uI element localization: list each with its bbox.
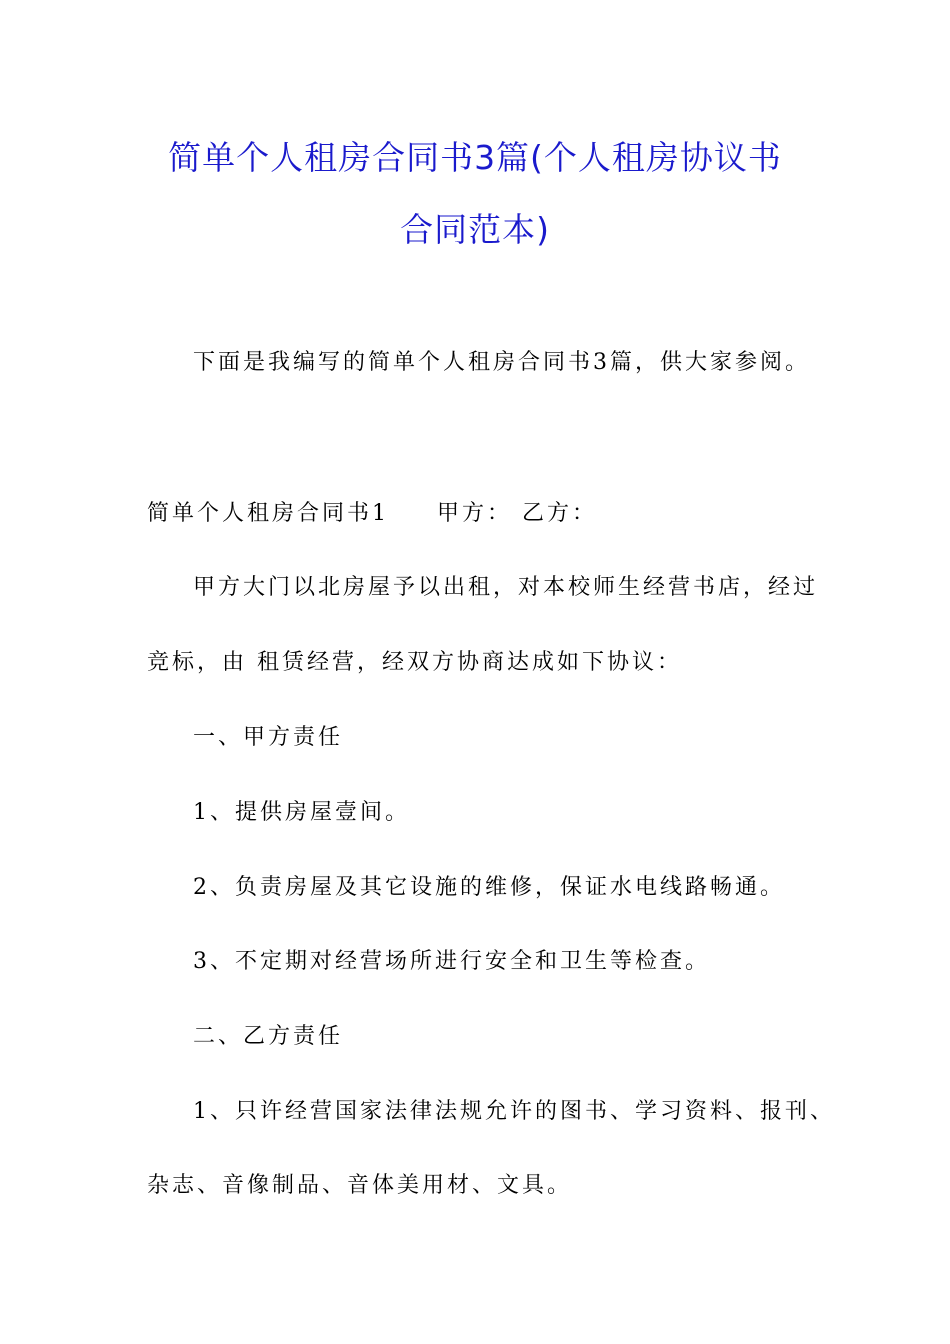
- document-title-line1: 简单个人租房合同书3篇(个人租房协议书: [168, 138, 782, 177]
- paragraph-1-line-1: 甲方大门以北房屋予以出租，对本校师生经营书店，经过: [193, 575, 819, 600]
- section-1-heading: 一、甲方责任: [193, 725, 344, 750]
- document-title-line2: 合同范本): [400, 210, 550, 249]
- section-1-item-3: 3、不定期对经营场所进行安全和卫生等检查。: [193, 949, 710, 974]
- section-1-item-1: 1、提供房屋壹间。: [193, 800, 410, 825]
- party-a-label: 甲方：: [437, 501, 513, 526]
- contract-heading: 简单个人租房合同书1: [147, 501, 389, 526]
- paragraph-1-line-2: 竞标，由 租赁经营，经双方协商达成如下协议：: [147, 650, 682, 675]
- party-b-label: 乙方：: [522, 501, 598, 526]
- section-1-item-2: 2、负责房屋及其它设施的维修，保证水电线路畅通。: [193, 875, 785, 900]
- section-2-item-1-line-2: 杂志、音像制品、音体美用材、文具。: [147, 1173, 573, 1198]
- section-2-heading: 二、乙方责任: [193, 1024, 344, 1049]
- section-2-item-1-line-1: 1、只许经营国家法律法规允许的图书、学习资料、报刊、: [193, 1099, 835, 1124]
- intro-paragraph: 下面是我编写的简单个人租房合同书3篇，供大家参阅。: [193, 350, 810, 375]
- contract-heading-row: [147, 496, 597, 527]
